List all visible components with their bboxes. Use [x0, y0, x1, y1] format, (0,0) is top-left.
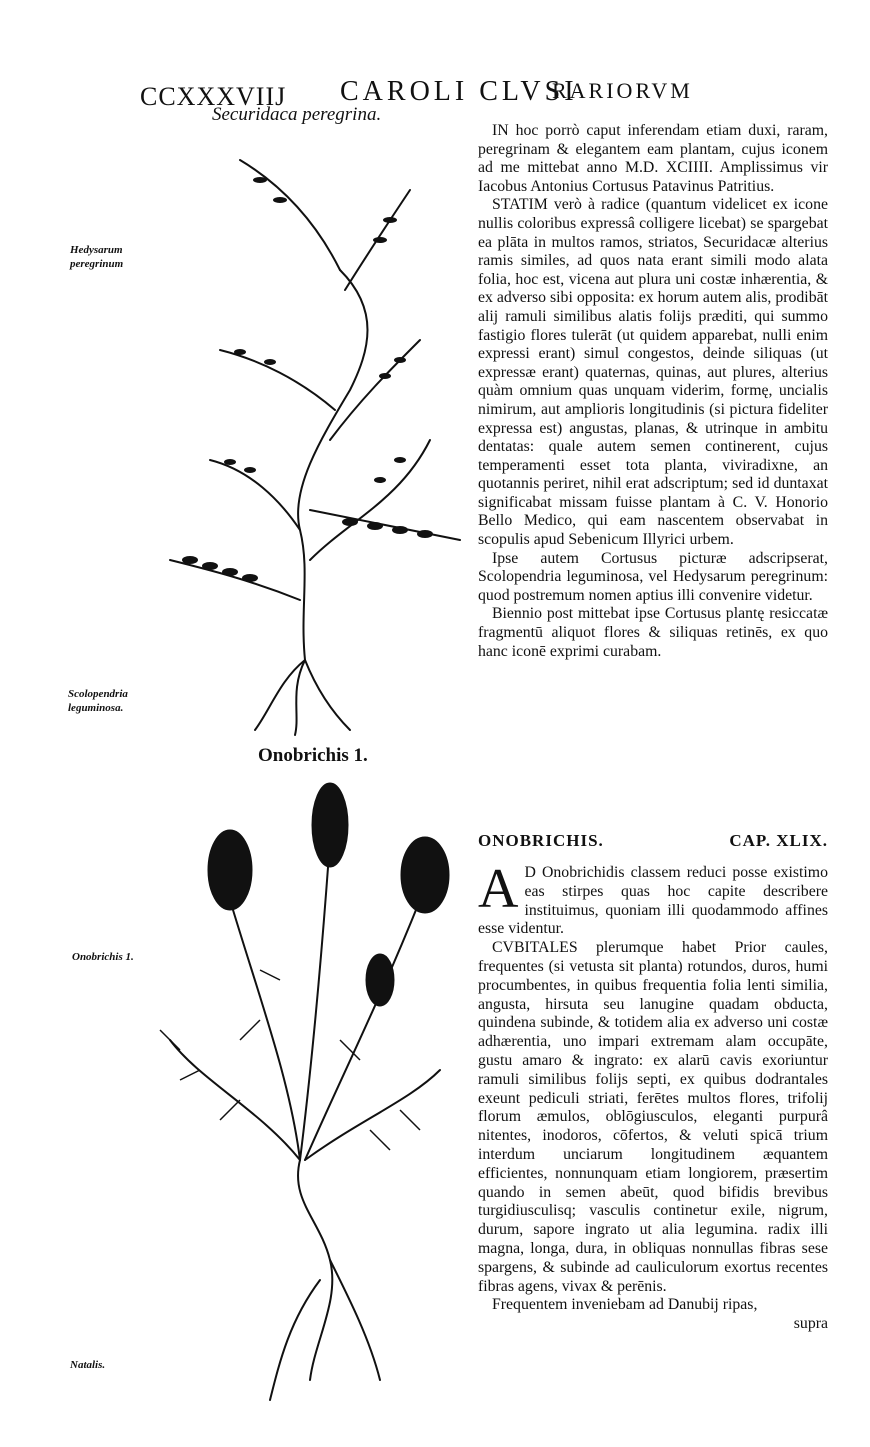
- paragraph: CVBITALES plerumque habet Prior caules, frequentes (si vetusta sit planta) rotundos, duros, humi procumbentes, in quibus frequentia folia lenti similia, angusta, hirsuta seu lanugine quadam obducta, quindena subinde, & totidem alia ex adverso uni costæ adhærentia, uno impari extremam alam occupāte, gustu amaro & ingrato: ex alarū cavis exoriuntur ramuli similibus folijs septi, ex quibus dodrantales exeunt pediculi striati, ferētes multos flores, trifolij florum æmulos, oblōgiusculos, eleganti purpurâ nitentes, inodoros, cōfertos, & veluti spicā trium interdum unciarum longitudinem æquantem efficientes, nonnunquam etiam longiorem, præsertim quando in semen abeūt, quod bifidis brevibus turgidiusculisq; vasculis continetur exile, nigrum, durum, sapore ingrato ut alia legumina. radix illi magna, longa, dura, in obliquas nonnullas fibras sese spargens, & subinde ad cauliculorum exortus recentes fibras agens, vivax & perēnis.: [478, 939, 828, 1295]
- onobrichis-woodcut-illustration: [140, 780, 460, 1420]
- chapter-heading: [478, 831, 828, 851]
- side-label-natalis: Natalis.: [70, 1359, 106, 1371]
- paragraph-with-dropcap: [478, 858, 828, 939]
- chapter-heading-title: ONOBRICHIS.: [478, 831, 604, 850]
- caption-onobrichis: Onobrichis 1.: [258, 745, 368, 766]
- paragraph: IN hoc porrò caput inferendam etiam duxi, raram, peregrinam & elegantem eam plantam, cujus iconem ad me mittebat anno M.D. XCIIII. Amplissimus vir Iacobus Antonius Cortusus Patavinus Patritius.: [478, 122, 828, 195]
- side-label-onobrichis: Onobrichis 1.: [72, 951, 134, 963]
- body-text-securidaca: [478, 122, 828, 661]
- paragraph-text: D Onobrichidis classem reduci posse existimo eas stirpes quas hoc capite describere instituimus, quoniam illi quodammodo affines esse videntur.: [478, 864, 828, 938]
- caption-securidaca: Securidaca peregrina.: [212, 104, 382, 125]
- running-head-author: CAROLI CLVSI: [340, 76, 578, 107]
- side-label-scolopendria: Scolopendria leguminosa.: [68, 688, 128, 714]
- side-label-hedysarum: Hedysarum peregrinum: [70, 244, 124, 270]
- running-head-title: RARIORVM: [552, 78, 693, 103]
- paragraph: Frequentem inveniebam ad Danubij ripas,: [492, 1296, 758, 1314]
- paragraph: Ipse autem Cortusus picturæ adscripserat, Scolopendria leguminosa, vel Hedysarum peregrinum: quod postremum nomen aptius illi convenire videtur.: [478, 549, 828, 604]
- body-text-onobrichis: [478, 858, 828, 1334]
- catchword: supra: [793, 1315, 828, 1333]
- paragraph: STATIM verò à radice (quantum videlicet ex icone nullis coloribus expressâ colligere licebat) se spargebat ea plāta in multos ramos, striatos, Securidacæ alterius ramis similes, ad quos nata erant simili modo alata folia, hoc est, vicena aut plura uni costæ inhærentia, & ex adverso sibi opposita: ex horum autem alis, prodibāt alij ramuli similibus alatis folijs præditi, qui summo fastigio flores tulerāt (ut quidem apparebat, nulli enim expressi erant) simul congestos, deinde siliquas (ut expressæ erant) quaternas, quinas, aut plures, alterius quàm omnium quas unquam viderim, formę, uncialis nimirum, aut amplioris longitudinis (si pictura fideliter expressa est) angustas, planas, & utrinque in ambitu dentatas: quale autem semen continerent, cujus temperamenti esset tota planta, viviradixne, an quotannis periret, nihil erat adscriptum; sed id duntaxat significabat missam fuisse plantam à C. V. Honorio Bello Medico, qui eam nascentem observabat in scopulis apud Sebenicum Illyrici urbem.: [478, 196, 828, 549]
- drop-cap: A: [478, 858, 519, 920]
- paragraph: Biennio post mittebat ipse Cortusus plantę resiccatæ fragmentū aliquot flores & siliquas retinēs, ex quo hanc iconē exprimi curabam.: [478, 605, 828, 660]
- chapter-heading-number: CAP. XLIX.: [729, 831, 828, 850]
- folio-number: CCXXXVIIJ: [140, 82, 287, 111]
- securidaca-woodcut-illustration: [130, 140, 470, 740]
